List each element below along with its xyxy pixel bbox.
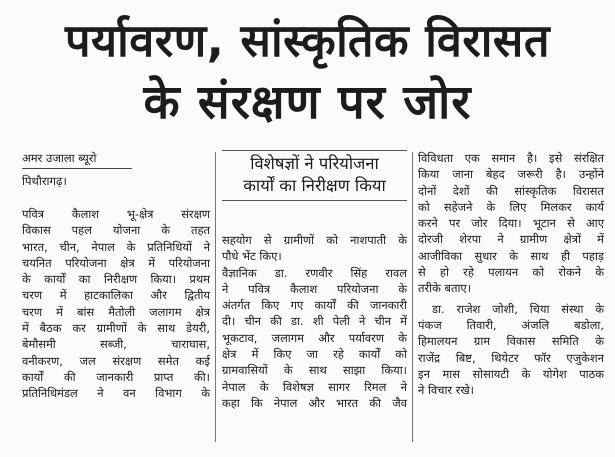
text-line: चयनित परियोजना क्षेत्र में परियोजना: [22, 255, 210, 270]
text-line: विविधता एक समान है। इसे संरक्षित: [418, 151, 604, 165]
subheading-line-2: कार्यों का निरीक्षण किया: [243, 176, 386, 195]
text-line: क्षेत्र में किए जा रहे कार्यों को: [222, 347, 407, 362]
text-line: चरण में हाटकालिका और द्वितीय: [22, 288, 210, 303]
byline-agency: अमर उजाला ब्यूरो: [22, 151, 97, 165]
text-line: पौधे भेंट किए।: [222, 249, 282, 264]
text-line: तरीके बताए।: [418, 281, 472, 296]
text-line: दी। चीन की डा. शी पेली ने चीन में: [222, 314, 407, 329]
text-line: से हो रहे पलायन को रोकने के: [418, 265, 604, 280]
text-line: राजेंद्र बिष्ट, थियेटर फॉर एजुकेशन: [418, 350, 604, 365]
text-line: किया जाना बेहद जरूरी है। उन्होंने: [418, 167, 604, 182]
text-line: ग्रामवासियों के साथ साझा किया।: [222, 363, 407, 378]
text-line: वैज्ञानिक डा. रणवीर सिंह रावल: [222, 265, 407, 280]
byline-place: पिथौरागढ़।: [22, 174, 67, 188]
headline-line-2: के संरक्षण पर जोर: [143, 75, 472, 130]
text-line: कार्यों की जानकारी प्राप्त की।: [22, 369, 210, 384]
text-line: हिमालयन ग्राम विकास समिति के: [418, 334, 604, 349]
text-line: दोरजी शेरपा ने ग्रामीण क्षेत्रों में: [418, 232, 604, 247]
column-divider-right: [412, 152, 413, 442]
text-line: पवित्र कैलाश भू-क्षेत्र संरक्षण: [22, 207, 210, 221]
subheading-line-1: विशेषज्ञों ने परियोजना: [250, 154, 379, 173]
text-line: के कार्यों का निरीक्षण किया। प्रथम: [22, 272, 210, 287]
text-line: को सहेजने के लिए मिलकर कार्य: [418, 199, 604, 214]
article-column-3: [418, 150, 604, 398]
text-line: कहा कि नेपाल और भारत की जैव: [222, 395, 407, 410]
text-line: प्रतिनिधिमंडल ने वन विभाग के: [22, 386, 210, 401]
text-line: विकास पहल योजना के तहत: [22, 223, 210, 238]
text-line: ने पवित्र कैलाश परियोजना के: [222, 281, 407, 296]
text-line: चरण में बांस मैतोली जलागम क्षेत्र: [22, 304, 210, 319]
text-line: बेमौसमी सब्जी, चाराघास,: [22, 337, 210, 352]
text-line: करने पर जोर दिया। भूटान से आए: [418, 216, 604, 231]
text-line: ने विचार रखे।: [418, 383, 474, 398]
byline-rule: [22, 168, 132, 169]
article-column-2: [222, 150, 407, 411]
text-line: पंकज तिवारी, अंजलि बडोला,: [418, 317, 604, 332]
article-column-1: [22, 150, 210, 402]
text-line: नेपाल के विशेषज्ञ सागर रिमल ने: [222, 379, 407, 394]
text-line: वनीकरण, जल संरक्षण समेत कई: [22, 353, 210, 368]
text-line: भारत, चीन, नेपाल के प्रतिनिधियों ने: [22, 239, 210, 254]
text-line: अंतर्गत किए गए कार्यों की जानकारी: [222, 298, 407, 313]
text-line: इन मास सोसायटी के योगेश पाठक: [418, 366, 604, 381]
text-line: दोनों देशों की सांस्कृतिक विरासत: [418, 183, 604, 198]
text-line: भूकटाव, जलागम और पर्यावरण के: [222, 330, 407, 345]
headline-line-1: पर्यावरण, सांस्कृतिक विरासत: [64, 14, 550, 67]
text-line: डा. राजेश जोशी, चिया संस्था के: [432, 301, 604, 316]
text-line: में बैठक कर ग्रामीणों के साथ डेयरी,: [22, 321, 210, 336]
column-divider-left: [215, 152, 216, 442]
text-line: आजीविका सुधार के साथ ही पहाड़: [418, 248, 604, 263]
text-line: सहयोग से ग्रामीणों को नाशपाती के: [222, 233, 407, 247]
subheading: [222, 150, 407, 201]
